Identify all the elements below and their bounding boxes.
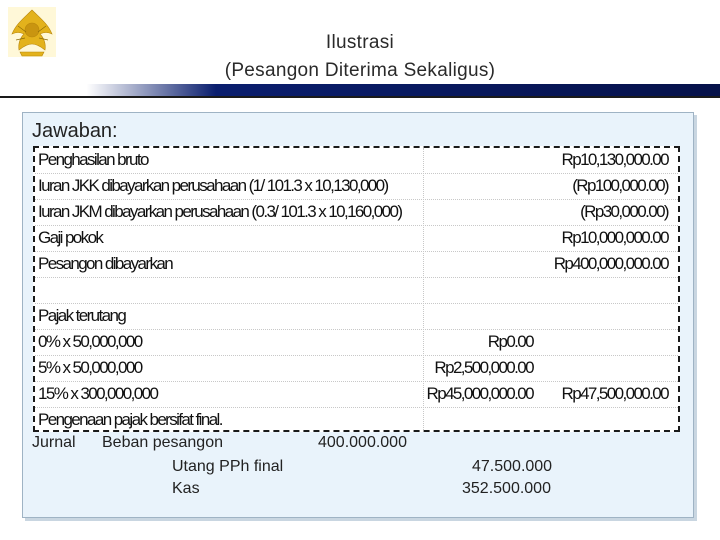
journal-credit2-amount: 352.500.000 bbox=[462, 480, 551, 497]
row-label: Gaji pokok bbox=[38, 228, 103, 247]
journal-credit1-account: Utang PPh final bbox=[172, 458, 284, 475]
row-label: Pesangon dibayarkan bbox=[38, 254, 173, 273]
journal-credit1-amount: 47.500.000 bbox=[472, 458, 553, 475]
table-row bbox=[35, 304, 678, 330]
row-subtotal: Rp2,500,000.00 bbox=[434, 358, 533, 377]
table-row bbox=[35, 356, 678, 382]
journal-credit2-account: Kas bbox=[172, 480, 200, 497]
row-label: 5% x 50,000,000 bbox=[38, 358, 142, 377]
row-amount: Rp400,000,000.00 bbox=[553, 254, 668, 273]
row-subtotal: Rp45,000,000.00 bbox=[426, 384, 533, 403]
row-label: 0% x 50,000,000 bbox=[38, 332, 142, 351]
table-row bbox=[35, 408, 678, 430]
slide-title: Ilustrasi bbox=[325, 32, 395, 53]
row-label: Pajak terutang bbox=[38, 306, 126, 325]
table-row bbox=[35, 330, 678, 356]
row-label: Pengenaan pajak bersifat final. bbox=[38, 410, 222, 429]
row-label: 15% x 300,000,000 bbox=[38, 384, 158, 403]
row-amount: (Rp30,000.00) bbox=[580, 202, 668, 221]
row-amount: Rp10,130,000.00 bbox=[561, 150, 668, 169]
header-stripe bbox=[0, 84, 720, 98]
journal-label: Jurnal bbox=[32, 434, 76, 451]
table-row bbox=[35, 382, 678, 408]
row-label: Penghasilan bruto bbox=[38, 150, 148, 169]
table-row bbox=[35, 200, 678, 226]
table-row bbox=[35, 252, 678, 278]
row-amount: Rp47,500,000.00 bbox=[561, 384, 668, 403]
row-label: Iuran JKM dibayarkan perusahaan (0.3/ 101.3 x 10,160,000) bbox=[38, 202, 402, 221]
table-row bbox=[35, 148, 678, 174]
row-amount: Rp10,000,000.00 bbox=[561, 228, 668, 247]
table-row bbox=[35, 174, 678, 200]
university-seal-logo-icon bbox=[6, 4, 58, 60]
journal-debit-account: Beban pesangon bbox=[102, 434, 223, 451]
slide-subtitle: (Pesangon Diterima Sekaligus) bbox=[224, 60, 496, 81]
answer-heading: Jawaban: bbox=[32, 120, 118, 142]
table-row bbox=[35, 226, 678, 252]
slide-header bbox=[0, 0, 720, 96]
row-subtotal: Rp0.00 bbox=[487, 332, 533, 351]
calculation-table bbox=[33, 146, 680, 432]
row-amount: (Rp100,000.00) bbox=[572, 176, 668, 195]
journal-debit-amount: 400.000.000 bbox=[318, 434, 407, 451]
table-row bbox=[35, 278, 678, 304]
row-label: Iuran JKK dibayarkan perusahaan (1/ 101.3 x 10,130,000) bbox=[38, 176, 388, 195]
